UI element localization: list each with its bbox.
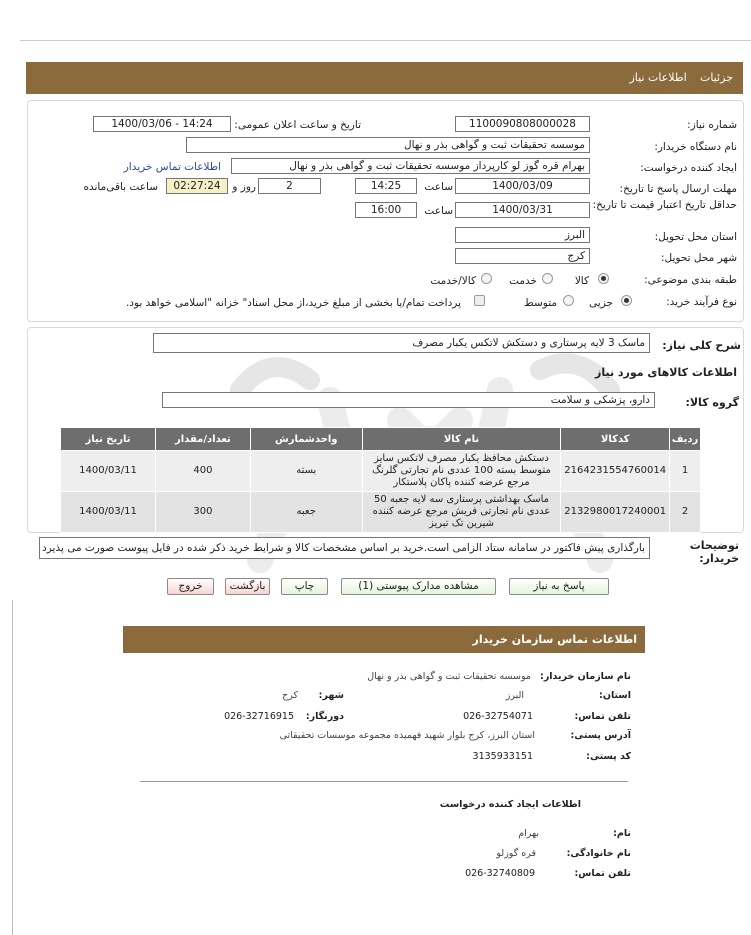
price-validity-time-label: ساعت <box>424 205 453 217</box>
table-row <box>61 451 701 492</box>
price-validity-date-field: 1400/03/31 <box>455 202 590 218</box>
contact-org-label: نام سازمان خریدار: <box>540 671 631 682</box>
deadline-time-label: ساعت <box>424 181 453 193</box>
contact-phone-label: تلفن تماس: <box>574 711 631 722</box>
contact-header-title: اطلاعات تماس سازمان خریدار <box>472 633 637 646</box>
cell-qty: 400 <box>156 451 251 492</box>
contact-phone-value: 026-32754071 <box>463 711 533 722</box>
cell-row: 2 <box>670 492 701 533</box>
city-label: شهر محل تحویل: <box>661 252 737 264</box>
creator-info-header: اطلاعات ایجاد کننده درخواست <box>439 799 581 810</box>
summary-field: ماسک 3 لایه پرستاری و دستکش لاتکس یکبار مصرف <box>153 333 650 353</box>
creator-name-value: بهرام <box>518 828 539 839</box>
summary-label: شرح کلی نیاز: <box>662 339 741 352</box>
contact-province-label: استان: <box>599 690 631 701</box>
creator-family-value: قره گوزلو <box>496 848 536 859</box>
deadline-label: مهلت ارسال پاسخ تا تاریخ: <box>619 183 737 195</box>
col-code-header: کدکالا <box>561 428 670 451</box>
remaining-time-field: 02:27:24 <box>166 178 228 194</box>
cell-qty: 300 <box>156 492 251 533</box>
contact-postal-value: 3135933151 <box>472 751 533 762</box>
deadline-time-field: 14:25 <box>355 178 417 194</box>
contact-address-value: استان البرز، کرج بلوار شهید فهمیده مجموعه موسسات تحقیقاتی <box>279 730 535 741</box>
category-label: طبقه بندی موضوعی: <box>644 274 737 286</box>
cell-date: 1400/03/11 <box>61 451 156 492</box>
creator-phone-label: تلفن تماس: <box>574 868 631 879</box>
province-field: البرز <box>455 227 590 243</box>
price-validity-time-field: 16:00 <box>355 202 417 218</box>
cell-unit: جعبه <box>250 492 362 533</box>
exit-button[interactable]: خروج <box>167 578 214 595</box>
cell-name: دستکش محافظ یکبار مصرف لاتکس سایز متوسط بسته 100 عددی نام تجارتی گلرنگ مرجع عرضه کننده پاکان پلاستکار <box>362 451 561 492</box>
back-button[interactable]: بازگشت <box>225 578 270 595</box>
cell-unit: بسته <box>250 451 362 492</box>
province-label: استان محل تحویل: <box>654 231 737 243</box>
goods-table <box>60 427 701 533</box>
col-row-header: ردیف <box>670 428 701 451</box>
days-label: روز و <box>232 181 256 193</box>
days-field: 2 <box>258 178 321 194</box>
buyer-org-field: موسسه تحقیقات ثبت و گواهی بذر و نهال <box>186 137 590 153</box>
buyer-notes-field: بارگذاری پیش فاکتور در سامانه ستاد الزامی است.خرید بر اساس مشخصات کالا و شرایط خرید ذکر شده در فایل پیوست صورت می پذیرد <box>39 537 650 559</box>
remaining-label: ساعت باقی‌مانده <box>83 181 158 193</box>
contact-fax-value: 026-32716915 <box>224 711 294 722</box>
tab-need-info[interactable]: اطلاعات نیاز <box>629 71 687 84</box>
left-divider <box>12 600 13 935</box>
category-goods-label: کالا <box>574 275 589 287</box>
need-number-field: 1100090808000028 <box>455 116 590 132</box>
deadline-date-field: 1400/03/09 <box>455 178 590 194</box>
process-medium-label: متوسط <box>524 297 557 309</box>
category-goods-service-radio[interactable] <box>481 273 492 284</box>
announce-field: 1400/03/06 - 14:24 <box>93 116 231 132</box>
contact-city-label: شهر: <box>318 690 344 701</box>
cell-name: ماسک بهداشتی پرستاری سه لایه جعبه 50 عددی نام تجارتی فریش مرجع عرضه کننده شیرین تک تبریز <box>362 492 561 533</box>
buyer-notes-label: توضیحات خریدار: <box>689 539 739 565</box>
treasury-note: پرداخت تمام/یا بخشی از مبلغ خرید،از محل اسناد" خزانه "اسلامی خواهد بود. <box>125 297 461 309</box>
category-goods-radio[interactable] <box>598 273 609 284</box>
process-medium-radio[interactable] <box>563 295 574 306</box>
tab-details[interactable]: جزئیات <box>700 71 733 84</box>
page-header <box>26 62 743 94</box>
creator-label: ایجاد کننده درخواست: <box>640 162 737 174</box>
contact-org-value: موسسه تحقیقات ثبت و گواهی بذر و نهال <box>367 671 531 682</box>
col-unit-header: واحدشمارش <box>250 428 362 451</box>
top-divider <box>20 40 751 41</box>
announce-label: تاریخ و ساعت اعلان عمومی: <box>234 119 361 131</box>
contact-postal-label: کد پستی: <box>586 751 631 762</box>
contact-fax-label: دورنگار: <box>305 711 344 722</box>
creator-phone-value: 026-32740809 <box>465 868 535 879</box>
group-label: گروه کالا: <box>685 396 739 409</box>
city-field: کرج <box>455 248 590 264</box>
price-validity-label: حداقل تاریخ اعتبار قیمت‌ تا تاریخ: <box>592 199 737 211</box>
reply-button[interactable]: پاسخ به نیاز <box>509 578 609 595</box>
group-field: دارو، پزشکی و سلامت <box>162 392 655 408</box>
process-label: نوع فرآیند خرید: <box>666 296 737 308</box>
table-header-row <box>61 428 701 451</box>
creator-name-label: نام: <box>613 828 631 839</box>
need-number-label: شماره نیاز: <box>687 119 737 131</box>
col-date-header: تاریخ نیاز <box>61 428 156 451</box>
category-service-radio[interactable] <box>542 273 553 284</box>
process-partial-label: جزیی <box>589 297 613 309</box>
attachments-button[interactable]: مشاهده مدارک پیوستی (1) <box>341 578 496 595</box>
process-partial-radio[interactable] <box>621 295 632 306</box>
col-name-header: نام کالا <box>362 428 561 451</box>
creator-family-label: نام خانوادگی: <box>566 848 631 859</box>
buyer-org-label: نام دستگاه خریدار: <box>654 141 737 153</box>
contact-city-value: کرج <box>282 690 298 701</box>
category-service-label: خدمت <box>509 275 537 287</box>
print-button[interactable]: چاپ <box>281 578 328 595</box>
contact-address-label: آدرس پستی: <box>570 730 631 741</box>
contact-divider <box>140 781 628 782</box>
creator-field: بهرام قره گوز لو کارپرداز موسسه تحقیقات ثبت و گواهی بذر و نهال <box>231 158 590 174</box>
treasury-checkbox[interactable] <box>474 295 485 306</box>
cell-code: 2164231554760014 <box>561 451 670 492</box>
cell-code: 2132980017240001 <box>561 492 670 533</box>
col-qty-header: تعداد/مقدار <box>156 428 251 451</box>
contact-header <box>123 626 645 653</box>
cell-row: 1 <box>670 451 701 492</box>
cell-date: 1400/03/11 <box>61 492 156 533</box>
goods-info-title: اطلاعات کالاهای مورد نیاز <box>595 366 737 379</box>
contact-province-value: البرز <box>505 690 524 701</box>
table-row <box>61 492 701 533</box>
category-goods-service-label: کالا/خدمت <box>430 275 476 287</box>
buyer-contact-link[interactable]: اطلاعات تماس خریدار <box>123 161 221 173</box>
